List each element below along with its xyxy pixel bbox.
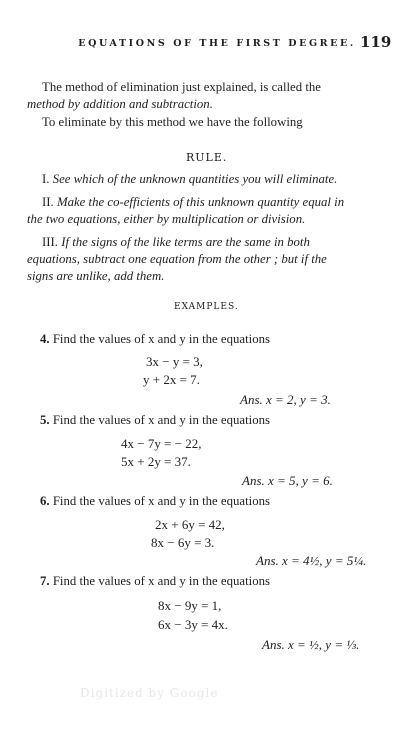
equation: 5x + 2y = 37. (121, 454, 191, 469)
example-text: Find the values of x and y in the equations (52, 494, 270, 508)
example-text: Find the values of x and y in the equations (52, 332, 270, 346)
equation: 6x − 3y = 4x. (158, 617, 228, 632)
rule-item-2-line-2: the two equations, either by multiplication or division. (27, 212, 306, 226)
rule-item-3-number: III. (42, 235, 58, 249)
answer: Ans. x = ½, y = ⅓. (262, 637, 360, 652)
rule-item-2 (42, 195, 344, 210)
equation: 8x − 6y = 3. (151, 535, 215, 550)
answer: Ans. x = 4½, y = 5¼. (256, 553, 367, 568)
rule-item-1-number: I. (42, 172, 50, 186)
example-number: 7. (40, 574, 50, 588)
example-4-prompt (40, 332, 270, 347)
running-header (48, 38, 386, 49)
examples-heading: EXAMPLES. (174, 302, 239, 312)
example-number: 5. (40, 413, 50, 427)
intro-line-1: The method of elimination just explained, is called the (42, 80, 321, 94)
rule-item-3-line-2: equations, subtract one equation from the other ; but if the (27, 252, 327, 266)
equation: 4x − 7y = − 22, (121, 436, 202, 451)
running-title: EQUATIONS OF THE FIRST DEGREE. (78, 38, 356, 49)
rule-item-3 (42, 235, 310, 250)
intro-line-2: method by addition and subtraction. (27, 97, 213, 111)
example-text: Find the values of x and y in the equations (52, 413, 270, 427)
rule-heading: RULE. (186, 151, 228, 164)
rule-item-3-line-1: If the signs of the like terms are the same in both (61, 235, 310, 249)
equation: y + 2x = 7. (143, 372, 200, 387)
example-5-prompt (40, 413, 270, 428)
watermark: Digitized by Google (80, 686, 219, 700)
example-6-prompt (40, 494, 270, 509)
example-number: 4. (40, 332, 50, 346)
example-number: 6. (40, 494, 50, 508)
example-text: Find the values of x and y in the equations (52, 574, 270, 588)
rule-item-3-line-3: signs are unlike, add them. (27, 269, 165, 283)
rule-item-1 (42, 172, 337, 187)
rule-item-2-number: II. (42, 195, 54, 209)
equation: 2x + 6y = 42, (155, 517, 225, 532)
answer: Ans. x = 5, y = 6. (242, 473, 333, 488)
example-7-prompt (40, 574, 270, 589)
page-number: 119 (360, 33, 392, 51)
equation: 8x − 9y = 1, (158, 598, 222, 613)
rule-item-1-text: See which of the unknown quantities you will eliminate. (52, 172, 338, 186)
answer: Ans. x = 2, y = 3. (240, 392, 331, 407)
intro-line-3: To eliminate by this method we have the following (42, 115, 303, 129)
rule-item-2-line-1: Make the co-efficients of this unknown quantity equal in (56, 195, 345, 209)
equation: 3x − y = 3, (146, 354, 203, 369)
